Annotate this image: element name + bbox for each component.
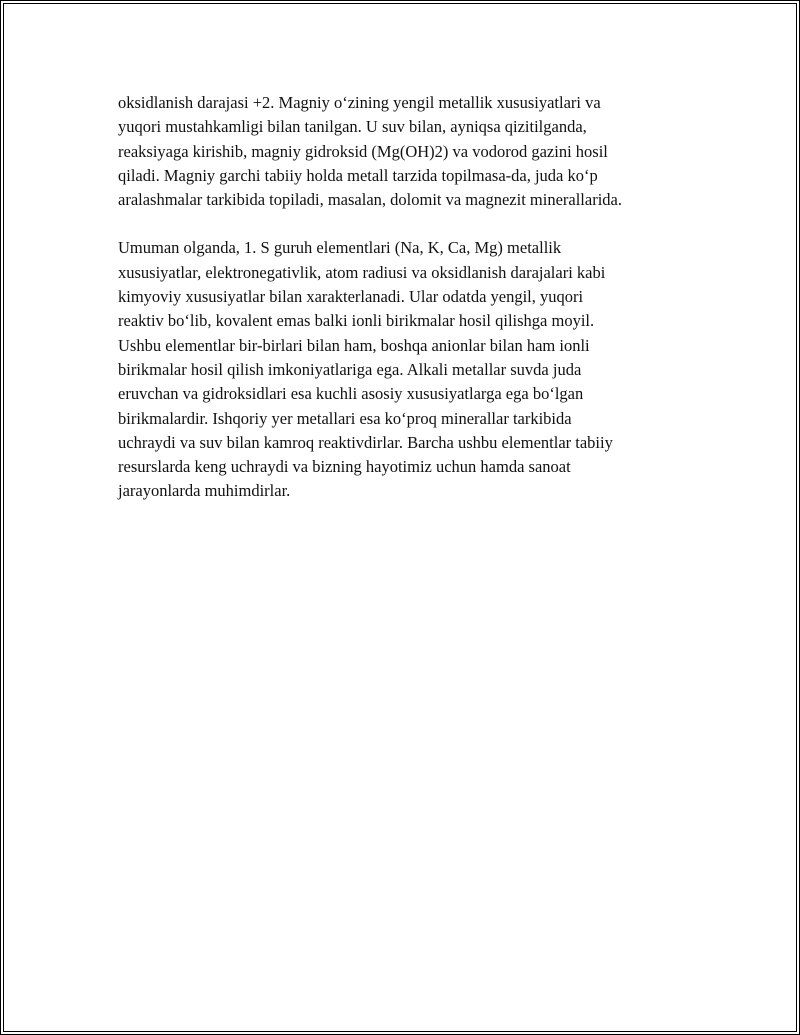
text-line: birikmalar hosil qilish imkoniyatlariga ega. Alkali metallar suvda juda — [118, 359, 582, 379]
paragraph-spacer — [118, 212, 688, 236]
paragraph-2 — [118, 236, 688, 503]
text-line: xususiyatlar, elektronegativlik, atom radiusi va oksidlanish darajalari kabi — [118, 262, 606, 282]
text-line: oksidlanish darajasi +2. Magniy o‘zining yengil metallik xususiyatlari va — [118, 93, 601, 112]
text-line: reaktiv bo‘lib, kovalent emas balki ionli birikmalar hosil qilishga moyil. — [118, 311, 595, 331]
text-line: birikmalardir. Ishqoriy yer metallari esa ko‘proq minerallar tarkibida — [118, 408, 572, 428]
text-line: aralashmalar tarkibida topiladi, masalan, dolomit va magnezit minerallarida. — [118, 190, 622, 210]
text-line: reaksiyaga kirishib, magniy gidroksid (Mg(OH)2) va vodorod gazini hosil — [118, 141, 608, 161]
text-line: uchraydi va suv bilan kamroq reaktivdirlar. Barcha ushbu elementlar tabiiy — [118, 432, 613, 452]
text-line: kimyoviy xususiyatlar bilan xarakterlanadi. Ular odatda yengil, yuqori — [118, 287, 584, 307]
text-line: Ushbu elementlar bir-birlari bilan ham, boshqa anionlar bilan ham ionli — [118, 335, 590, 355]
document-body — [118, 91, 688, 504]
text-line: eruvchan va gidroksidlari esa kuchli asosiy xususiyatlarga ega bo‘lgan — [118, 384, 584, 404]
text-line: resurslarda keng uchraydi va bizning hayotimiz uchun hamda sanoat — [118, 457, 571, 477]
text-line: jarayonlarda muhimdirlar. — [118, 481, 291, 501]
text-line: qiladi. Magniy garchi tabiiy holda metall tarzida topilmasa-da, juda ko‘p — [118, 165, 598, 185]
text-line: yuqori mustahkamligi bilan tanilgan. U suv bilan, ayniqsa qizitilganda, — [118, 117, 587, 137]
paragraph-1 — [118, 91, 688, 212]
text-line: Umuman olganda, 1. S guruh elementlari (Na, K, Ca, Mg) metallik — [118, 238, 562, 258]
